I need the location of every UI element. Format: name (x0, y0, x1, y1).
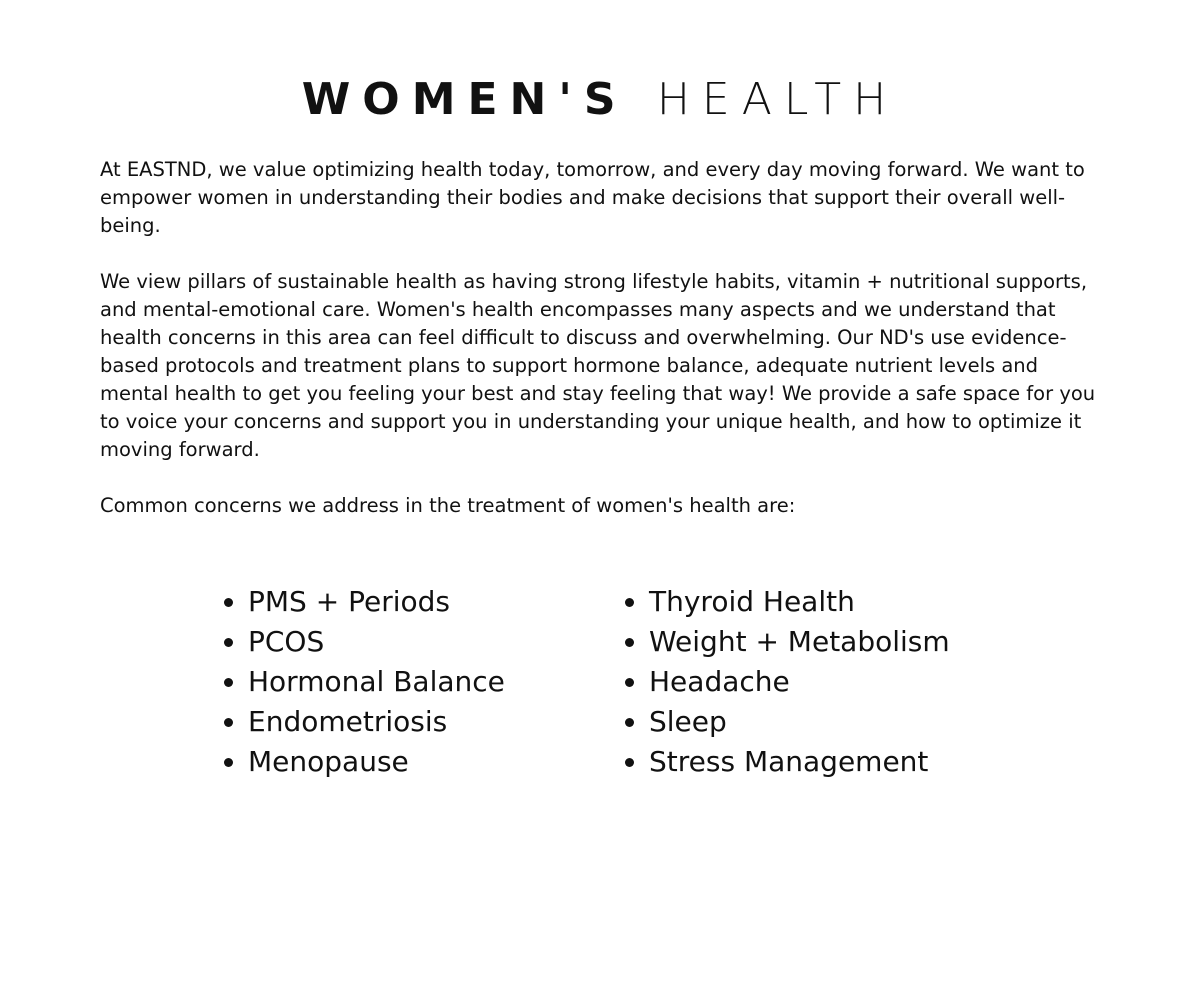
pillars-paragraph: We view pillars of sustainable health as having strong lifestyle habits, vitamin + nutritional supports, and mental-emotional care. Women's health encompasses many aspects and we understand that health concerns in this area can feel difficult to discuss and overwhelming. Our ND's use evidence-based protocols and treatment plans to support hormone balance, adequate nutrient levels and mental health to get you feeling your best and stay feeling that way! We provide a safe space for you to voice your concerns and support you in understanding your unique health, and how to optimize it moving forward. (100, 270, 1096, 461)
list-item: • Menopause (248, 742, 505, 782)
page-title-word-1: WOMEN'S (301, 74, 628, 125)
page-title (0, 76, 1200, 124)
page-title-word-2: HEALTH (656, 74, 899, 125)
intro-text (100, 156, 1100, 548)
concerns-intro-paragraph: Common concerns we address in the treatment of women's health are: (100, 494, 796, 517)
concerns-list-left (220, 582, 505, 782)
list-item: • Endometriosis (248, 702, 505, 742)
list-item: • PCOS (248, 622, 505, 662)
list-item: • Hormonal Balance (248, 662, 505, 702)
list-item: • Thyroid Health (649, 582, 950, 622)
list-item: • Stress Management (649, 742, 950, 782)
list-item: • Headache (649, 662, 950, 702)
concerns-list-right (621, 582, 950, 782)
list-item: • Weight + Metabolism (649, 622, 950, 662)
intro-paragraph: At EASTND, we value optimizing health today, tomorrow, and every day moving forward. We want to empower women in understanding their bodies and make decisions that support their overall well-being. (100, 158, 1085, 237)
list-item: • Sleep (649, 702, 950, 742)
list-item: • PMS + Periods (248, 582, 505, 622)
